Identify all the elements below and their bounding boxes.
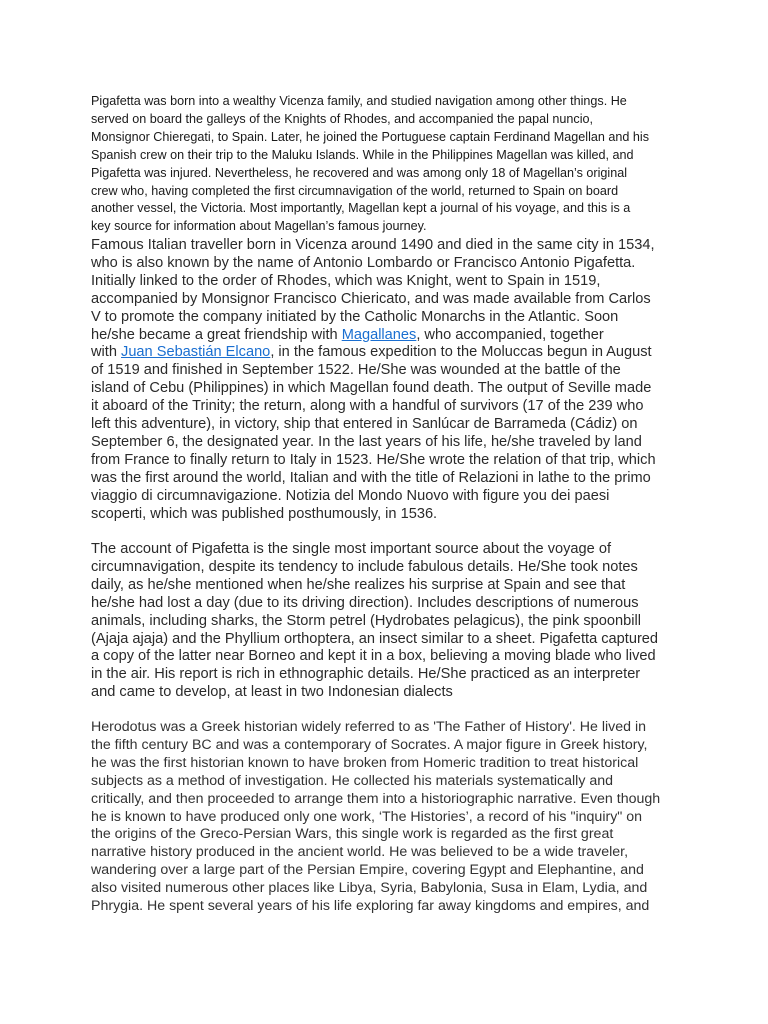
text-line: critically, and then proceeded to arrange them into a historiographic narrative. Even though (91, 790, 661, 807)
text-line: animals, including sharks, the Storm petrel (Hydrobates pelagicus), the pink spoonbill (91, 612, 641, 629)
text-line: he was the first historian known to have broken from Homeric tradition to treat historical (91, 754, 639, 771)
text-line: Spanish crew on their trip to the Maluku Islands. While in the Philippines Magellan was killed, and (91, 147, 634, 162)
text-line: who is also known by the name of Antonio Lombardo or Francisco Antonio Pigafetta. (91, 254, 636, 271)
text-line: the origins of the Greco-Persian Wars, this single work is regarded as the first great (91, 826, 614, 843)
text-line: accompanied by Monsignor Francisco Chiericato, and was made available from Carlos (91, 290, 651, 307)
magallanes-link[interactable]: Magallanes (341, 326, 417, 343)
text-line: island of Cebu (Philippines) in which Magellan found death. The output of Seville made (91, 380, 652, 397)
text-line: September 6, the designated year. In the last years of his life, he/she traveled by land (91, 433, 642, 450)
text-line: he/she had lost a day (due to its driving direction). Includes descriptions of numerous (91, 594, 639, 611)
text-line: Phrygia. He spent several years of his life exploring far away kingdoms and empires, and (91, 898, 650, 915)
paragraph-pigafetta-traveller (91, 237, 681, 524)
text-line: subjects as a method of investigation. He collected his materials systematically and (91, 772, 614, 789)
text-line: left this adventure), in victory, ship that entered in Sanlúcar de Barrameda (Cádiz) on (91, 416, 638, 433)
text-line: served on board the galleys of the Knights of Rhodes, and accompanied the papal nuncio, (91, 111, 593, 126)
text-line: also visited numerous other places like Libya, Syria, Babylonia, Susa in Elam, Lydia, and (91, 880, 648, 897)
text-line: in the air. His report is rich in ethnographic details. He/She practiced as an interpreter (91, 666, 641, 683)
paragraph-pigafetta-bio (91, 93, 691, 236)
text-line: daily, as he/she mentioned when he/she realizes his surprise at Spain and see that (91, 576, 626, 593)
text-line: the fifth century BC and was a contemporary of Socrates. A major figure in Greek history, (91, 736, 648, 753)
text-segment: , in the famous expedition to the Moluccas begun in August (270, 344, 652, 361)
text-line: crew who, having completed the first circumnavigation of the world, returned to Spain on board (91, 183, 619, 198)
text-line: narrative history produced in the ancient world. He was believed to be a wide traveler, (91, 844, 629, 861)
text-line: Monsignor Chieregati, to Spain. Later, he joined the Portuguese captain Ferdinand Magellan and his (91, 129, 649, 144)
text-line: The account of Pigafetta is the single most important source about the voyage of (91, 541, 612, 557)
text-line: Pigafetta was injured. Nevertheless, he recovered and was among only 18 of Magellan’s original (91, 165, 628, 180)
elcano-link[interactable]: Juan Sebastián Elcano (121, 344, 271, 361)
text-line: was the first around the world, Italian and with the title of Relazioni in lathe to the primo (91, 469, 651, 486)
text-line (91, 327, 681, 345)
text-line: Famous Italian traveller born in Vicenza around 1490 and died in the same city in 1534, (91, 237, 655, 253)
text-line: Initially linked to the order of Rhodes, which was Knight, went to Spain in 1519, (91, 272, 601, 289)
text-line: of 1519 and finished in September 1522. He/She was wounded at the battle of the (91, 362, 621, 379)
text-line: Herodotus was a Greek historian widely referred to as 'The Father of History'. He lived in (91, 719, 647, 735)
text-segment: he/she became a great friendship with (91, 326, 342, 343)
text-segment: , who accompanied, together (416, 326, 604, 343)
text-line (91, 344, 681, 362)
text-segment: with (91, 344, 122, 361)
text-line: viaggio di circumnavigazione. Notizia del Mondo Nuovo with figure you dei paesi (91, 487, 610, 504)
text-line: key source for information about Magellan’s famous journey. (91, 219, 427, 234)
paragraph-pigafetta-account (91, 541, 681, 702)
text-line: it aboard of the Trinity; the return, along with a handful of survivors (17 of the 239 who (91, 398, 644, 415)
text-line: another vessel, the Victoria. Most importantly, Magellan kept a journal of his voyage, and this is a (91, 201, 631, 216)
text-line: he is known to have produced only one work, ‘The Histories’, a record of his "inquiry" on (91, 808, 643, 825)
text-line: circumnavigation, despite its tendency to include fabulous details. He/She took notes (91, 558, 638, 575)
text-line: wandering over a large part of the Persian Empire, covering Egypt and Elephantine, and (91, 862, 644, 879)
text-line: and came to develop, at least in two Indonesian dialects (91, 684, 453, 701)
paragraph-herodotus (91, 719, 681, 916)
text-line: scoperti, which was published posthumously, in 1536. (91, 505, 438, 522)
text-line: from France to finally return to Italy in 1523. He/She wrote the relation of that trip, which (91, 451, 656, 468)
text-line: a copy of the latter near Borneo and kept it in a box, believing a moving blade who lived (91, 648, 656, 665)
text-line: V to promote the company initiated by the Catholic Monarchs in the Atlantic. Soon (91, 308, 619, 325)
text-line: Pigafetta was born into a wealthy Vicenza family, and studied navigation among other things. He (91, 94, 627, 108)
text-line: (Ajaja ajaja) and the Phyllium orthoptera, an insect similar to a sheet. Pigafetta captured (91, 630, 659, 647)
